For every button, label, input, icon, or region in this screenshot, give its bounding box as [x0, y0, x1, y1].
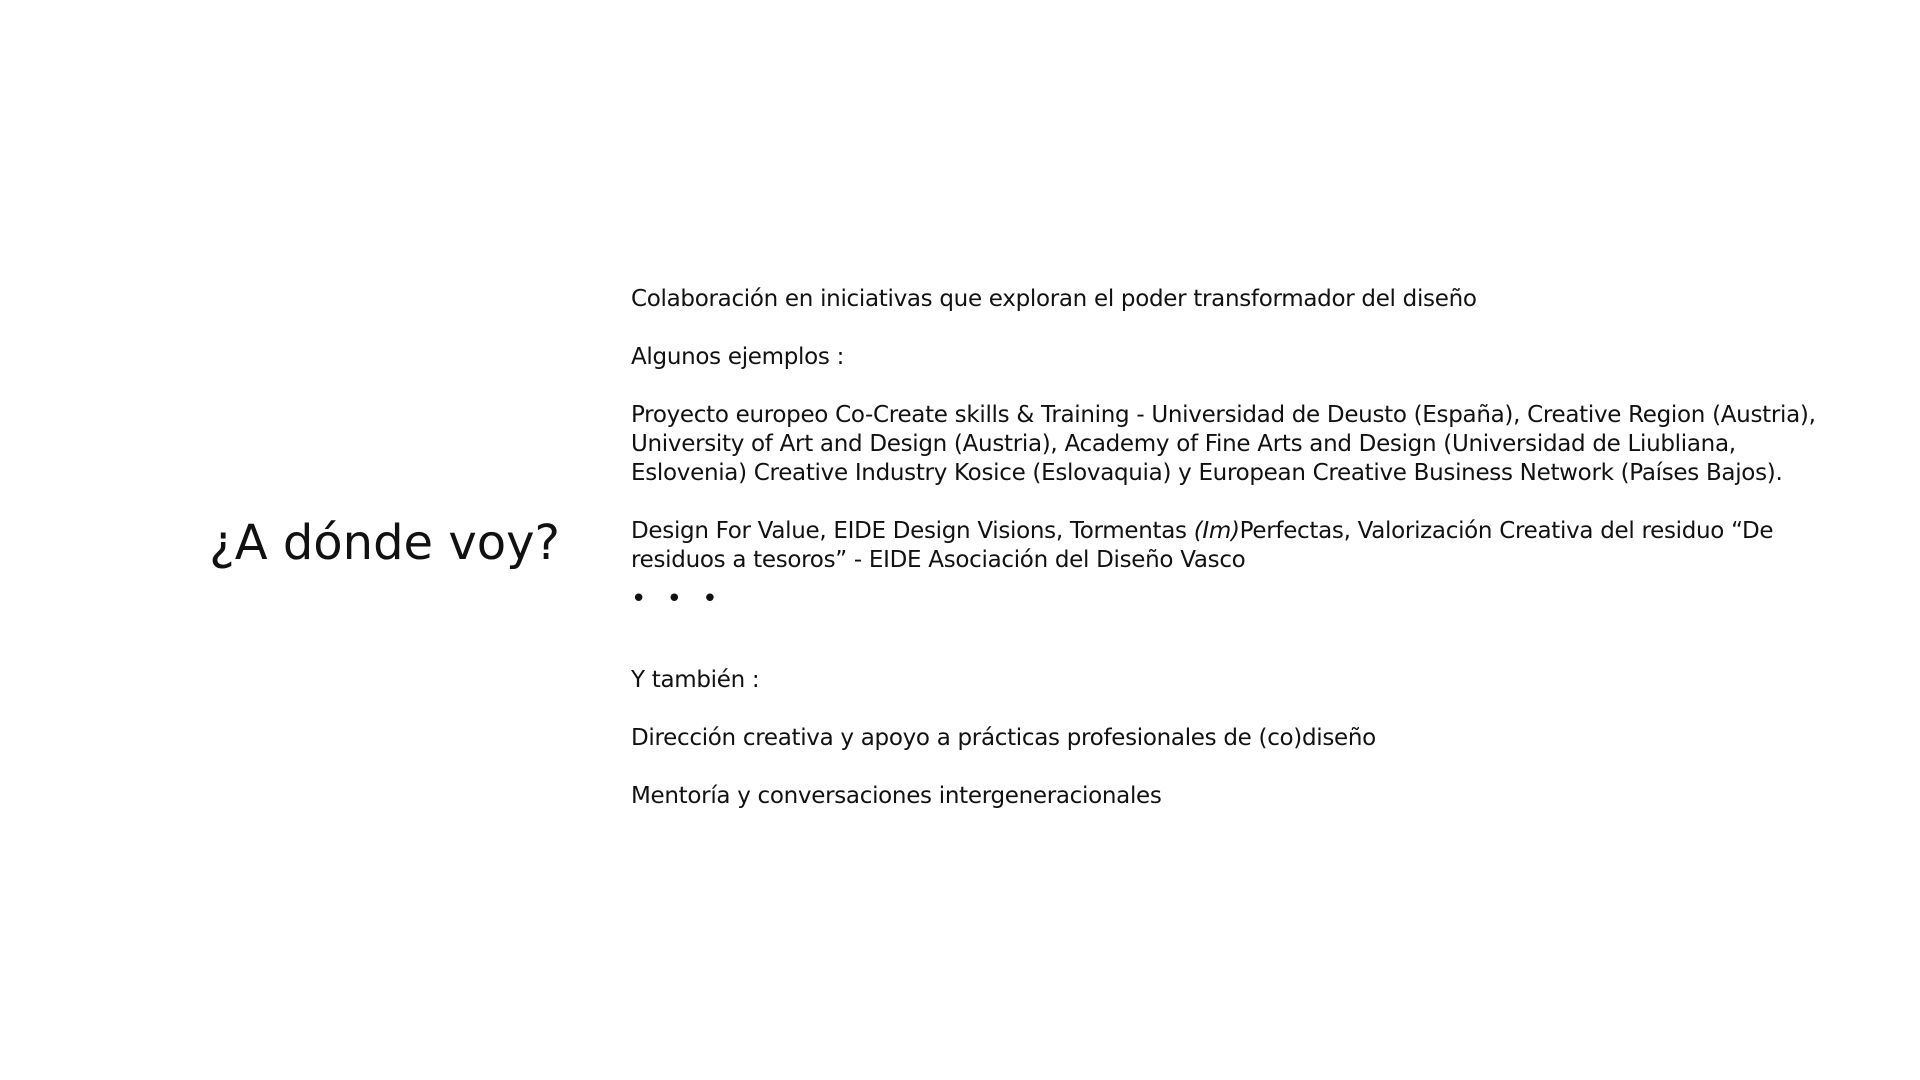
project-2-text-start: Design For Value, EIDE Design Visions, Tormentas: [631, 518, 1194, 544]
project-2-italic: (Im): [1193, 518, 1240, 544]
project-2-text-end: Perfectas, Valorización Creativa del residuo “De residuos a tesoros” - EIDE Asociación del Diseño Vasco: [631, 518, 1774, 573]
project-paragraph-1: Proyecto europeo Co-Create skills & Training - Universidad de Deusto (España), Creative Region (Austria), University of Art and Design (Austria), Academy of Fine Arts and Design (Universidad de Liubliana, Eslovenia) Creative Industry Kosice (Eslovaquia) y European Creative Business Network (Países Bajos).: [631, 402, 1816, 486]
project-paragraph-2: [631, 517, 1851, 575]
ellipsis-dots: • • •: [631, 584, 724, 614]
slide-title: ¿A dónde voy?: [209, 515, 560, 571]
examples-label: Algunos ejemplos :: [631, 344, 845, 370]
also-item-1: Dirección creativa y apoyo a prácticas profesionales de (co)diseño: [631, 725, 1376, 751]
also-item-2: Mentoría y conversaciones intergeneracionales: [631, 783, 1162, 809]
intro-text: Colaboración en iniciativas que exploran el poder transformador del diseño: [631, 286, 1477, 312]
content-block: [631, 285, 1851, 811]
also-label: Y también :: [631, 667, 760, 693]
